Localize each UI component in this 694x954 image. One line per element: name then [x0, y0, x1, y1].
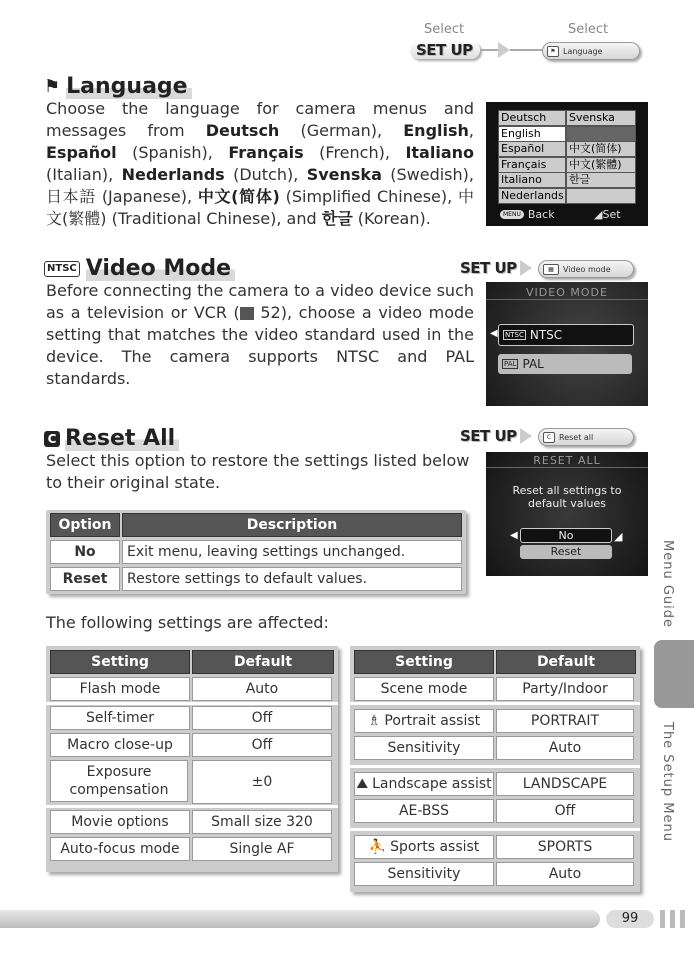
reset-icon: C	[543, 432, 555, 443]
option-reset[interactable]: Reset	[520, 545, 612, 559]
setup-badge: SET UP	[416, 41, 473, 59]
header-setting: Setting	[50, 650, 190, 674]
breadcrumb	[410, 40, 644, 62]
arrow-right-icon	[498, 42, 510, 58]
table-cell: Small size 320	[192, 810, 332, 834]
table-row-desc: Exit menu, leaving settings unchanged.	[122, 540, 462, 564]
flag-icon: ⚑	[44, 76, 61, 97]
table-row-desc: Restore settings to default values.	[122, 567, 462, 591]
option-ntsc[interactable]: NTSC NTSC	[498, 324, 634, 346]
settings-table-left	[46, 646, 338, 872]
reset-all-screen: RESET ALL Reset all settings to default values ◀ No ◢ Reset	[486, 452, 648, 576]
reference-icon	[240, 307, 254, 320]
table-cell: Off	[192, 706, 332, 730]
language-option[interactable]: Deutsch	[499, 111, 565, 125]
table-cell: Flash mode	[50, 677, 190, 701]
language-description: Choose the language for camera menus and messages from Deutsch (German), English, Español (Spanish), Français (French), Italiano (Italian), Nederlands (Dutch), Svenska (Swedish), 日本語 (Japanese), 中文(简体) (Simplified Chinese), 中文(繁體) (Traditional Chinese), and 한글 (Korean).	[46, 99, 474, 228]
table-cell: Scene mode	[354, 677, 494, 701]
table-cell: Off	[192, 733, 332, 757]
language-option[interactable]	[567, 127, 635, 141]
table-cell: ±0	[192, 760, 332, 804]
table-cell: Party/Indoor	[496, 677, 634, 701]
options-table	[46, 510, 466, 594]
table-cell: Auto	[496, 862, 634, 886]
reset-breadcrumb: SET UP C Reset all	[460, 426, 650, 448]
language-option[interactable]: Nederlands	[501, 189, 564, 202]
side-tab-menu-guide[interactable]: Menu Guide	[660, 540, 675, 628]
arrow-right-icon	[520, 428, 532, 444]
table-cell: LANDSCAPE	[496, 772, 634, 796]
option-no[interactable]: No	[520, 528, 612, 543]
header-option: Option	[50, 513, 120, 537]
table-cell: Movie options	[50, 810, 190, 834]
language-option[interactable]: Español	[499, 142, 565, 156]
footer-bar	[0, 910, 600, 928]
language-option[interactable]: Italiano	[499, 173, 565, 187]
header-setting: Setting	[354, 650, 494, 674]
table-cell: Exposure compensation	[50, 760, 188, 802]
sports-icon: ⛹	[368, 839, 387, 855]
settings-table-right	[350, 646, 640, 892]
language-option[interactable]	[567, 189, 635, 203]
language-option[interactable]: Français	[499, 158, 565, 172]
ntsc-icon: NTSC	[44, 261, 80, 277]
table-cell: Sensitivity	[354, 736, 494, 760]
table-cell: Self-timer	[50, 706, 190, 730]
table-cell: Auto-focus mode	[50, 837, 190, 861]
reset-all-heading: C Reset All	[44, 426, 179, 451]
side-tab-active[interactable]	[654, 640, 694, 708]
table-cell: PORTRAIT	[496, 709, 634, 733]
table-cell: Off	[496, 799, 634, 823]
language-option[interactable]: 中文(简体)	[567, 142, 635, 156]
video-mode-heading: NTSC Video Mode	[44, 256, 235, 281]
table-cell: ♗ Portrait assist	[354, 709, 494, 733]
table-cell: Auto	[496, 736, 634, 760]
affected-intro: The following settings are affected:	[46, 613, 329, 632]
portrait-icon: ♗	[367, 713, 381, 729]
language-option[interactable]: 한글	[567, 173, 635, 187]
table-cell: ⛰ Landscape assist	[354, 772, 494, 796]
reset-message: Reset all settings to default values	[512, 484, 622, 510]
breadcrumb-item-language: ⚑ Language	[542, 42, 640, 60]
table-row-option: Reset	[50, 567, 120, 591]
video-mode-description: Before connecting the camera to a video device such as a television or VCR ( 52), choose a video mode setting that matches the video standard used in the device. The camera supports NTSC and PAL standards.	[46, 281, 475, 388]
flag-icon: ⚑	[547, 46, 559, 57]
video-breadcrumb: SET UP ▦ Video mode	[460, 258, 650, 280]
table-cell: ⛹ Sports assist	[354, 835, 494, 859]
table-cell: Sensitivity	[354, 862, 494, 886]
header-default: Default	[192, 650, 334, 674]
reset-icon: C	[44, 431, 60, 447]
side-tab-setup-menu[interactable]: The Setup Menu	[660, 722, 675, 842]
video-mode-screen: VIDEO MODE ◀ NTSC NTSC PAL PAL	[486, 282, 648, 406]
landscape-icon: ⛰	[356, 776, 369, 792]
page-number: 99	[606, 910, 654, 928]
language-option[interactable]: English	[499, 127, 565, 141]
breadcrumb-select-left: Select	[424, 22, 465, 37]
set-hint: ◢Set	[594, 208, 621, 221]
breadcrumb-item-reset-all: C Reset all	[538, 428, 634, 446]
table-cell: Macro close-up	[50, 733, 190, 757]
table-cell: Auto	[192, 677, 332, 701]
option-pal[interactable]: PAL PAL	[498, 354, 632, 374]
table-cell: Single AF	[192, 837, 332, 861]
language-screen	[486, 102, 648, 226]
language-heading: ⚑ Language	[44, 74, 192, 99]
language-option[interactable]: Svenska	[567, 111, 635, 125]
header-default: Default	[496, 650, 636, 674]
arrow-right-icon	[520, 260, 532, 276]
back-hint: MENU Back	[500, 208, 555, 221]
header-description: Description	[122, 513, 462, 537]
language-option[interactable]: 中文(繁體)	[567, 158, 635, 172]
ntsc-icon: ▦	[543, 264, 559, 275]
table-row-option: No	[50, 540, 120, 564]
table-cell: AE-BSS	[354, 799, 494, 823]
reset-all-description: Select this option to restore the settings listed below to their original state.	[46, 451, 470, 492]
table-cell: SPORTS	[496, 835, 634, 859]
breadcrumb-item-video-mode: ▦ Video mode	[538, 260, 634, 278]
breadcrumb-select-right: Select	[568, 22, 609, 37]
